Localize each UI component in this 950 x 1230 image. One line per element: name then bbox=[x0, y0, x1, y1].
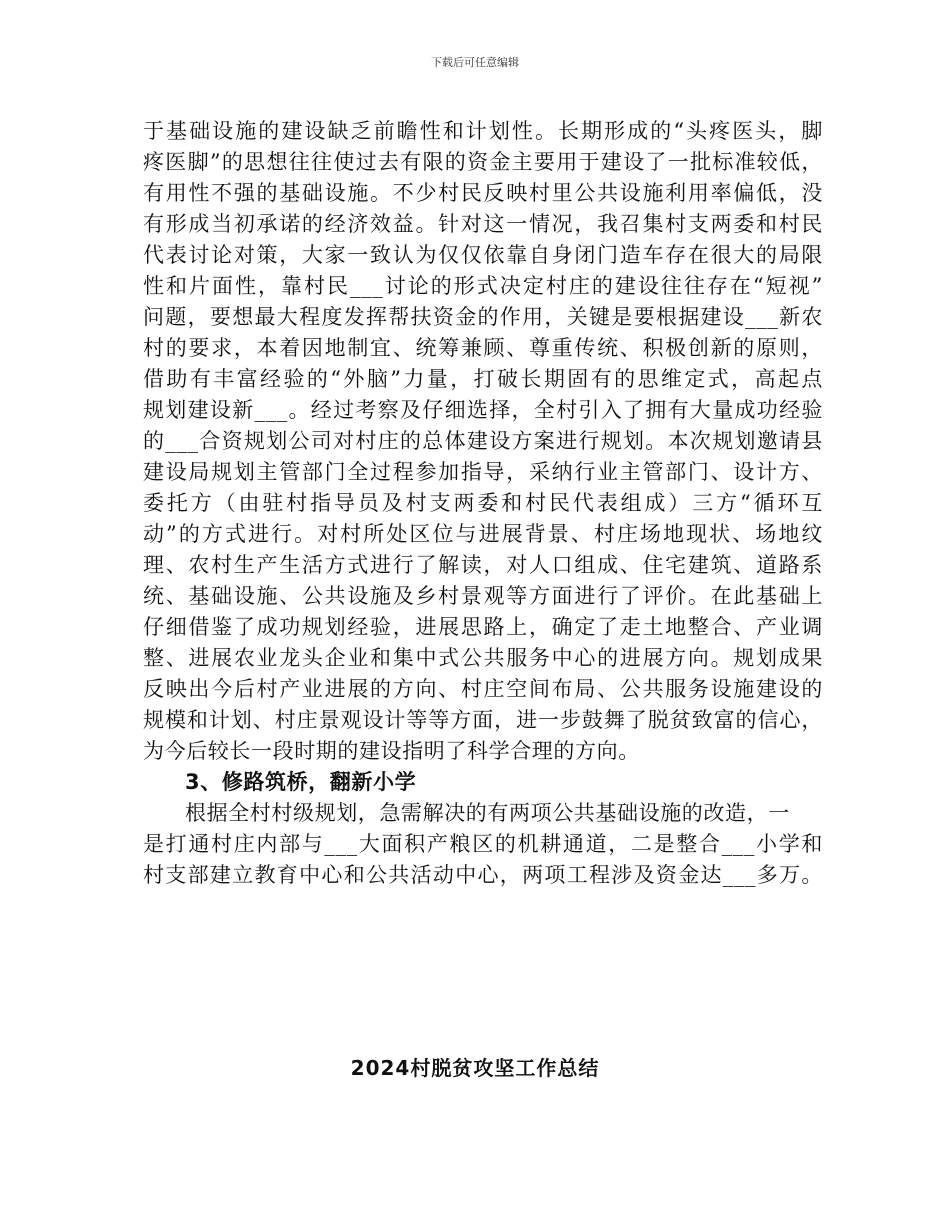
paragraph-line: 性和片面性，靠村民___讨论的形式决定村庄的建设往往存在“短视” bbox=[143, 274, 823, 298]
section-heading: 3、修路筑桥，翻新小学 bbox=[185, 770, 417, 794]
paragraph-line: 理、农村生产生活方式进行了解读，对人口组成、住宅建筑、道路系 bbox=[143, 553, 823, 577]
paragraph-line: 规模和计划、村庄景观设计等等方面，进一步鼓舞了脱贫致富的信心， bbox=[143, 708, 823, 732]
paragraph-line: 委托方（由驻村指导员及村支两委和村民代表组成）三方“循环互 bbox=[143, 491, 823, 515]
paragraph-line: 是打通村庄内部与___大面积产粮区的机耕通道，二是整合___小学和 bbox=[143, 832, 823, 856]
paragraph-line: 借助有丰富经验的“外脑”力量，打破长期固有的思维定式，高起点 bbox=[143, 367, 823, 391]
paragraph-line: 于基础设施的建设缺乏前瞻性和计划性。长期形成的“头疼医头，脚 bbox=[143, 119, 823, 143]
paragraph-line: 代表讨论对策，大家一致认为仅仅依靠自身闭门造车存在很大的局限 bbox=[143, 243, 823, 267]
paragraph-line: 根据全村村级规划，急需解决的有两项公共基础设施的改造，一 bbox=[185, 801, 790, 825]
paragraph-line: 为今后较长一段时期的建设指明了科学合理的方向。 bbox=[143, 739, 640, 763]
paragraph-line: 整、进展农业龙头企业和集中式公共服务中心的进展方向。规划成果 bbox=[143, 646, 823, 670]
paragraph-line: 有形成当初承诺的经济效益。针对这一情况，我召集村支两委和村民 bbox=[143, 212, 823, 236]
document-title: 2024村脱贫攻坚工作总结 bbox=[350, 1056, 600, 1080]
paragraph-line: 统、基础设施、公共设施及乡村景观等方面进行了评价。在此基础上 bbox=[143, 584, 823, 608]
paragraph-line: 建设局规划主管部门全过程参加指导，采纳行业主管部门、设计方、 bbox=[143, 460, 823, 484]
paragraph-line: 动”的方式进行。对村所处区位与进展背景、村庄场地现状、场地纹 bbox=[143, 522, 823, 546]
paragraph-line: 村支部建立教育中心和公共活动中心，两项工程涉及资金达___多万。 bbox=[143, 863, 823, 887]
paragraph-line: 仔细借鉴了成功规划经验，进展思路上，确定了走土地整合、产业调 bbox=[143, 615, 823, 639]
paragraph-line: 问题，要想最大程度发挥帮扶资金的作用，关键是要根据建设___新农 bbox=[143, 305, 823, 329]
paragraph-line: 的___合资规划公司对村庄的总体建设方案进行规划。本次规划邀请县 bbox=[143, 429, 823, 453]
paragraph-line: 反映出今后村产业进展的方向、村庄空间布局、公共服务设施建设的 bbox=[143, 677, 823, 701]
paragraph-line: 疼医脚”的思想往往使过去有限的资金主要用于建设了一批标准较低， bbox=[143, 150, 823, 174]
paragraph-line: 有用性不强的基础设施。不少村民反映村里公共设施利用率偏低，没 bbox=[143, 181, 823, 205]
paragraph-line: 规划建设新___。经过考察及仔细选择，全村引入了拥有大量成功经验 bbox=[143, 398, 823, 422]
document-body bbox=[143, 116, 823, 891]
page-header-note: 下载后可任意编辑 bbox=[431, 56, 519, 69]
paragraph-line: 村的要求，本着因地制宜、统筹兼顾、尊重传统、积极创新的原则， bbox=[143, 336, 823, 360]
